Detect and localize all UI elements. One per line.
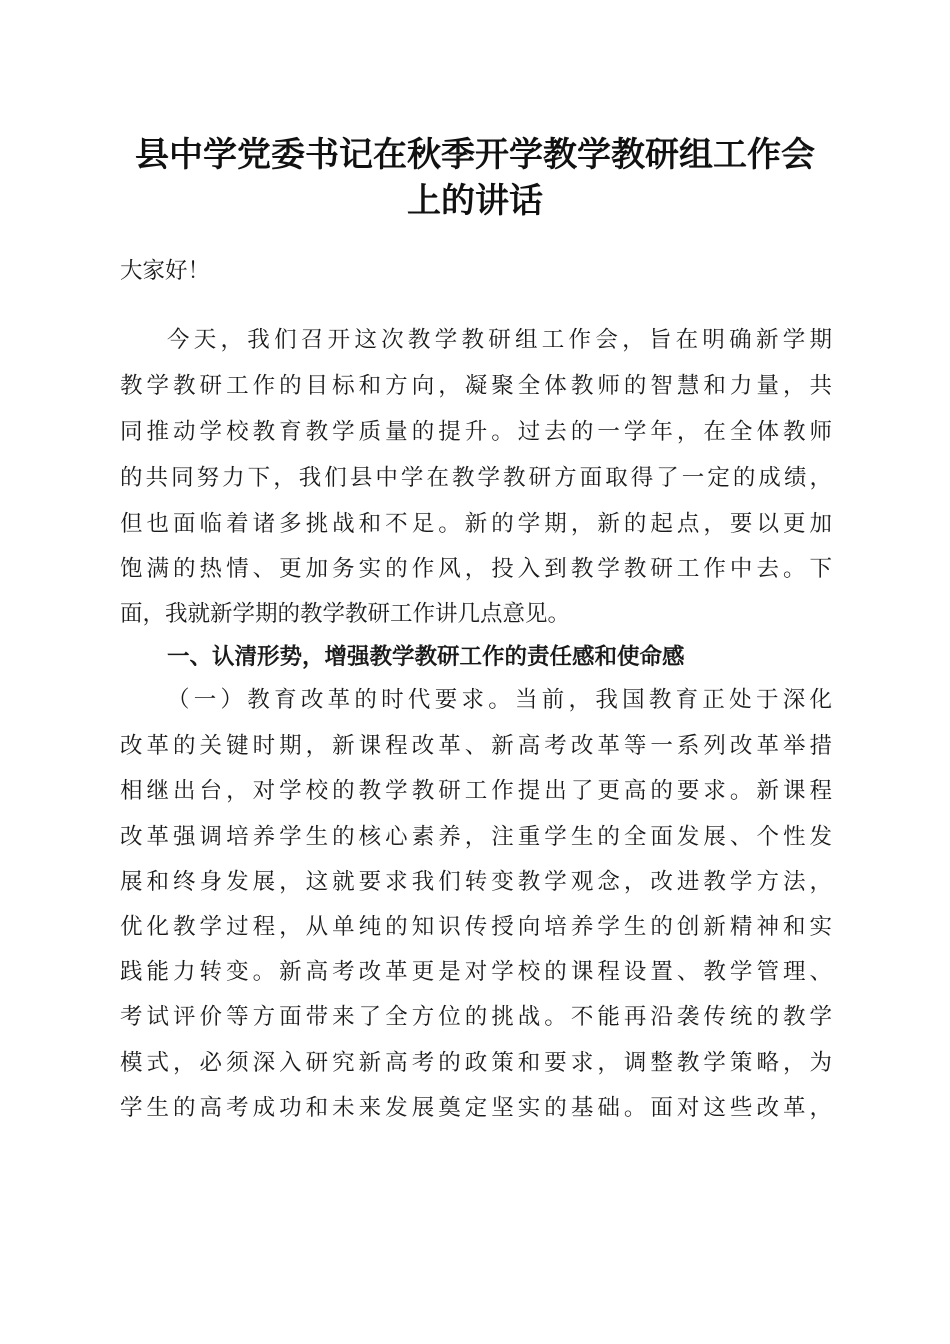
paragraph-2-line-2: 改革的关键时期，新课程改革、新高考改革等一系列改革举措 [120,733,832,759]
title-line-2: 上的讲话 [407,181,543,221]
paragraph-2-line-5: 展和终身发展，这就要求我们转变教学观念，改进教学方法， [120,869,832,895]
section-heading-1: 一、认清形势，增强教学教研工作的责任感和使命感 [167,644,685,670]
paragraph-2-line-1: （一）教育改革的时代要求。当前，我国教育正处于深化 [167,687,832,713]
title-line-1: 县中学党委书记在秋季开学教学教研组工作会 [135,135,815,175]
paragraph-2-line-9: 模式，必须深入研究新高考的政策和要求，调整教学策略，为 [120,1050,832,1076]
greeting: 大家好！ [120,258,211,284]
paragraph-1-line-3: 同推动学校教育教学质量的提升。过去的一学年，在全体教师 [120,419,832,445]
paragraph-2-line-8: 考试评价等方面带来了全方位的挑战。不能再沿袭传统的教学 [120,1004,832,1030]
paragraph-1-line-5: 但也面临着诸多挑战和不足。新的学期，新的起点，要以更加 [120,511,832,537]
document-title [100,132,850,224]
paragraph-1-line-1: 今天，我们召开这次教学教研组工作会，旨在明确新学期 [167,327,832,353]
paragraph-1-line-2: 教学教研工作的目标和方向，凝聚全体教师的智慧和力量，共 [120,373,832,399]
paragraph-1-line-4: 的共同努力下，我们县中学在教学教研方面取得了一定的成绩， [120,465,832,491]
paragraph-2-line-3: 相继出台，对学校的教学教研工作提出了更高的要求。新课程 [120,778,832,804]
paragraph-2-line-4: 改革强调培养学生的核心素养，注重学生的全面发展、个性发 [120,824,832,850]
paragraph-2-line-7: 践能力转变。新高考改革更是对学校的课程设置、教学管理、 [120,959,832,985]
paragraph-1-line-6: 饱满的热情、更加务实的作风，投入到教学教研工作中去。下 [120,556,832,582]
paragraph-1-line-7: 面，我就新学期的教学教研工作讲几点意见。 [120,601,571,627]
paragraph-2-line-6: 优化教学过程，从单纯的知识传授向培养学生的创新精神和实 [120,914,832,940]
paragraph-2-line-10: 学生的高考成功和未来发展奠定坚实的基础。面对这些改革， [120,1095,832,1121]
